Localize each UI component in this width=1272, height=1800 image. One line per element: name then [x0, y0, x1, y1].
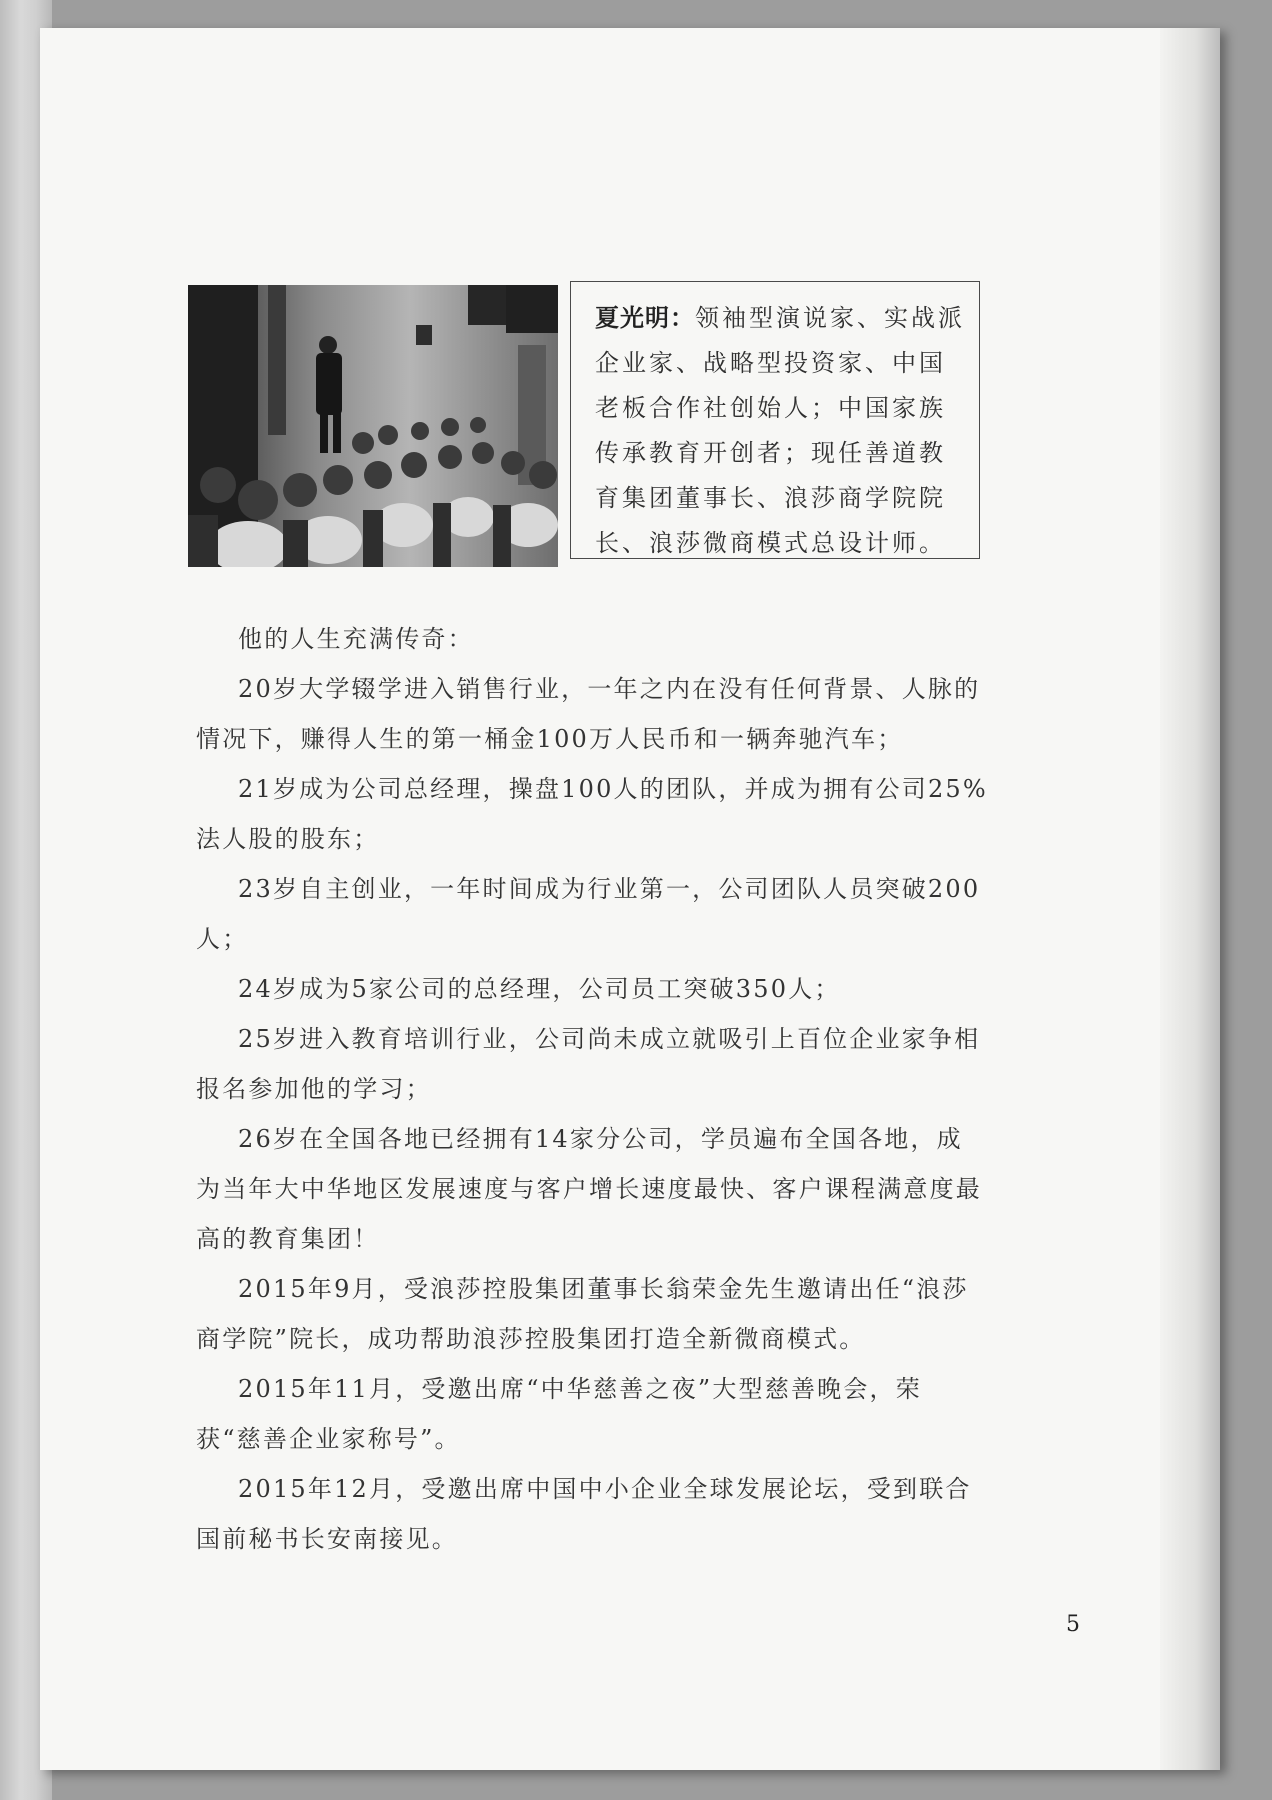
- paragraph-2015-09: 2015年9月，受浪莎控股集团董事长翁荣金先生邀请出任“浪莎商学院”院长，成功帮助浪莎控股集团打造全新微商模式。: [196, 1275, 969, 1353]
- bio-name: 夏光明：: [595, 304, 695, 332]
- body-text: [196, 614, 988, 1564]
- bio-box: [570, 281, 980, 559]
- bio-description: 领袖型演说家、实战派企业家、战略型投资家、中国老板合作社创始人；中国家族传承教育开创者；现任善道教育集团董事长、浪莎商学院院长、浪莎微商模式总设计师。: [595, 304, 965, 557]
- page-edge-shadow: [1160, 28, 1220, 1770]
- paragraph-age-21: 21岁成为公司总经理，操盘100人的团队，并成为拥有公司25%法人股的股东；: [196, 775, 988, 853]
- paragraph-age-23: 23岁自主创业，一年时间成为行业第一，公司团队人员突破200人；: [196, 875, 981, 953]
- paragraph-age-26: 26岁在全国各地已经拥有14家分公司，学员遍布全国各地，成为当年大中华地区发展速度与客户增长速度最快、客户课程满意度最高的教育集团！: [196, 1125, 982, 1253]
- page-number: 5: [1066, 1612, 1080, 1637]
- speaker-photo: [188, 285, 558, 567]
- paragraph-age-20: 20岁大学辍学进入销售行业，一年之内在没有任何背景、人脉的情况下，赚得人生的第一桶金100万人民币和一辆奔驰汽车；: [196, 675, 981, 753]
- paragraph-age-25: 25岁进入教育培训行业，公司尚未成立就吸引上百位企业家争相报名参加他的学习；: [196, 1025, 981, 1103]
- paragraph-2015-12: 2015年12月，受邀出席中国中小企业全球发展论坛，受到联合国前秘书长安南接见。: [196, 1475, 972, 1553]
- paragraph-intro: 他的人生充满传奇：: [238, 625, 474, 653]
- paragraph-age-24: 24岁成为5家公司的总经理，公司员工突破350人；: [238, 975, 841, 1003]
- paragraph-2015-11: 2015年11月，受邀出席“中华慈善之夜”大型慈善晚会，荣获“慈善企业家称号”。: [196, 1375, 922, 1453]
